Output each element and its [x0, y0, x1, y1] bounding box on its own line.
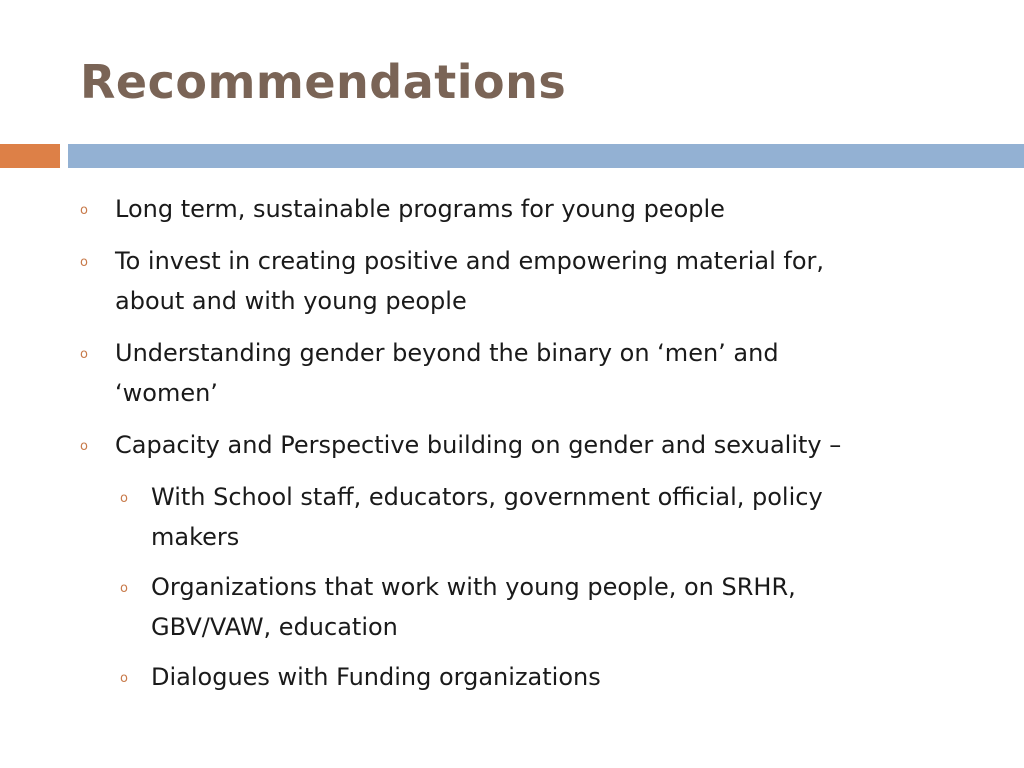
- bullet-text-line: Capacity and Perspective building on gender and sexuality –: [115, 431, 842, 459]
- bullet-circle-icon: o: [120, 581, 128, 596]
- bullet-text-line: GBV/VAW, education: [151, 613, 398, 641]
- bullet-text-line: about and with young people: [115, 287, 467, 315]
- sub-bullet-item: [0, 657, 1024, 697]
- bullet-text-line: Dialogues with Funding organizations: [151, 663, 601, 691]
- bullet-text-line: With School staff, educators, government official, policy: [151, 483, 823, 511]
- sub-bullet-item: [0, 477, 1024, 557]
- bullet-text-line: Long term, sustainable programs for young people: [115, 195, 725, 223]
- bullet-text-line: Understanding gender beyond the binary on ‘men’ and: [115, 339, 779, 367]
- bullet-text-line: ‘women’: [115, 379, 218, 407]
- bullet-item: [0, 333, 1024, 413]
- bullet-item: [0, 189, 1024, 229]
- bullet-circle-icon: o: [120, 671, 128, 686]
- bullet-circle-icon: o: [120, 491, 128, 506]
- sub-bullet-item: [0, 567, 1024, 647]
- bullet-text-line: makers: [151, 523, 240, 551]
- bullet-item: [0, 241, 1024, 321]
- bullet-circle-icon: o: [80, 439, 88, 454]
- bullet-text-line: To invest in creating positive and empowering material for,: [115, 247, 824, 275]
- bullet-item: [0, 425, 1024, 465]
- slide-title: Recommendations: [80, 55, 567, 109]
- bullet-list: [0, 189, 1024, 707]
- bullet-circle-icon: o: [80, 203, 88, 218]
- bullet-circle-icon: o: [80, 347, 88, 362]
- accent-bar-orange: [0, 144, 60, 168]
- bullet-text-line: Organizations that work with young people, on SRHR,: [151, 573, 796, 601]
- accent-bar-blue: [68, 144, 1024, 168]
- bullet-circle-icon: o: [80, 255, 88, 270]
